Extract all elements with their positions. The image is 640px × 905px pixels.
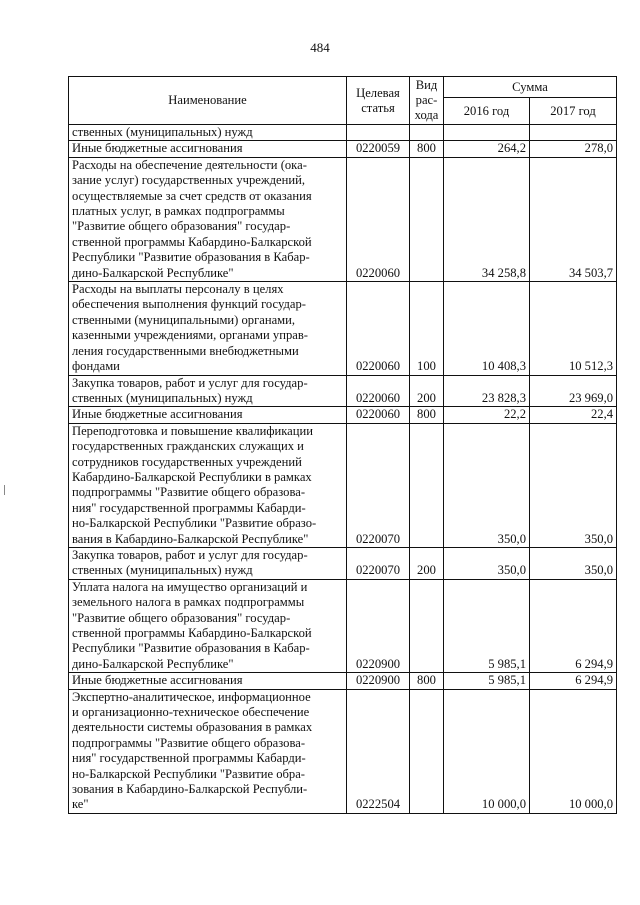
- row-2016: 350,0: [444, 547, 530, 579]
- row-target: 0220060: [347, 375, 410, 407]
- row-kind: 800: [410, 407, 444, 423]
- row-name: ственных (муниципальных) нужд: [69, 125, 347, 141]
- table-row: [69, 689, 617, 813]
- row-2016: 350,0: [444, 423, 530, 547]
- row-2017: 278,0: [530, 141, 617, 157]
- row-target: 0220070: [347, 423, 410, 547]
- row-2016: 10 408,3: [444, 282, 530, 375]
- row-kind: [410, 125, 444, 141]
- row-2016: 23 828,3: [444, 375, 530, 407]
- row-kind: [410, 423, 444, 547]
- row-target: 0222504: [347, 689, 410, 813]
- table-row: [69, 141, 617, 157]
- row-2017: [530, 125, 617, 141]
- row-2017: 10 512,3: [530, 282, 617, 375]
- row-2017: 6 294,9: [530, 579, 617, 672]
- row-kind: 800: [410, 673, 444, 689]
- row-name: Иные бюджетные ассигнования: [69, 673, 347, 689]
- row-target: 0220900: [347, 673, 410, 689]
- row-kind: [410, 689, 444, 813]
- row-target: 0220060: [347, 282, 410, 375]
- row-2017: 350,0: [530, 423, 617, 547]
- header-sum: Сумма: [444, 77, 617, 98]
- row-name: Иные бюджетные ассигнования: [69, 407, 347, 423]
- row-name: Уплата налога на имущество организаций и земельного налога в рамках подпрограммы "Развитие общего образования" государ- ственной программы Кабардино-Балкарской Республики "Развитие образования в Кабар- дино-Балкарской Республике": [69, 579, 347, 672]
- row-name: Закупка товаров, работ и услуг для государ- ственных (муниципальных) нужд: [69, 547, 347, 579]
- header-kind: Вид рас- хода: [410, 77, 444, 125]
- row-name: Расходы на выплаты персоналу в целях обеспечения выполнения функций государ- ственными (муниципальными) органами, казенными учреждениями, органами управ- ления государственными внебюджетными фондами: [69, 282, 347, 375]
- row-target: 0220059: [347, 141, 410, 157]
- row-2017: 22,4: [530, 407, 617, 423]
- row-kind: 100: [410, 282, 444, 375]
- row-2016: 10 000,0: [444, 689, 530, 813]
- row-target: 0220900: [347, 579, 410, 672]
- header-year-2016: 2016 год: [444, 98, 530, 125]
- row-2016: 22,2: [444, 407, 530, 423]
- row-kind: 800: [410, 141, 444, 157]
- table-row: [69, 423, 617, 547]
- row-2016: 264,2: [444, 141, 530, 157]
- header-year-2017: 2017 год: [530, 98, 617, 125]
- header-target: Целевая статья: [347, 77, 410, 125]
- row-target: [347, 125, 410, 141]
- row-name: Переподготовка и повышение квалификации государственных гражданских служащих и сотрудников государственных учреждений Кабардино-Балкарской Республики в рамках подпрограммы "Развитие общего образова- ния" государственной программы Кабарди- но-Балкарской Республики "Развитие образо- вания в Кабардино-Балкарской Республике": [69, 423, 347, 547]
- row-2016: [444, 125, 530, 141]
- row-kind: 200: [410, 547, 444, 579]
- page-number: 484: [310, 40, 330, 55]
- row-name: Иные бюджетные ассигнования: [69, 141, 347, 157]
- row-name: Экспертно-аналитическое, информационное и организационно-техническое обеспечение деятельности системы образования в рамках подпрограммы "Развитие общего образова- ния" государственной программы Кабарди- но-Балкарской Республики "Развитие обра- зования в Кабардино-Балкарской Республи- ке": [69, 689, 347, 813]
- row-name: Закупка товаров, работ и услуг для государ- ственных (муниципальных) нужд: [69, 375, 347, 407]
- row-2017: 10 000,0: [530, 689, 617, 813]
- row-target: 0220070: [347, 547, 410, 579]
- row-kind: 200: [410, 375, 444, 407]
- scan-edge-mark: [4, 485, 5, 495]
- table-row: [69, 157, 617, 281]
- budget-table: [68, 76, 617, 814]
- row-target: 0220060: [347, 407, 410, 423]
- row-2017: 6 294,9: [530, 673, 617, 689]
- table-header-row: [69, 77, 617, 98]
- row-2017: 350,0: [530, 547, 617, 579]
- row-2017: 23 969,0: [530, 375, 617, 407]
- row-2016: 34 258,8: [444, 157, 530, 281]
- row-2016: 5 985,1: [444, 579, 530, 672]
- table-row: [69, 673, 617, 689]
- row-2017: 34 503,7: [530, 157, 617, 281]
- header-name: Наименование: [69, 77, 347, 125]
- row-name: Расходы на обеспечение деятельности (ока- зание услуг) государственных учреждений, осуществляемые за счет средств от оказания платных услуг, в рамках подпрограммы "Развитие общего образования" государ- ственной программы Кабардино-Балкарской Республики "Развитие образования в Кабар- дино-Балкарской Республике": [69, 157, 347, 281]
- table-row: [69, 547, 617, 579]
- row-kind: [410, 579, 444, 672]
- row-2016: 5 985,1: [444, 673, 530, 689]
- table-row: [69, 282, 617, 375]
- row-kind: [410, 157, 444, 281]
- row-target: 0220060: [347, 157, 410, 281]
- table-row: [69, 125, 617, 141]
- table-body: [69, 125, 617, 814]
- table-row: [69, 407, 617, 423]
- table-row: [69, 579, 617, 672]
- table-row: [69, 375, 617, 407]
